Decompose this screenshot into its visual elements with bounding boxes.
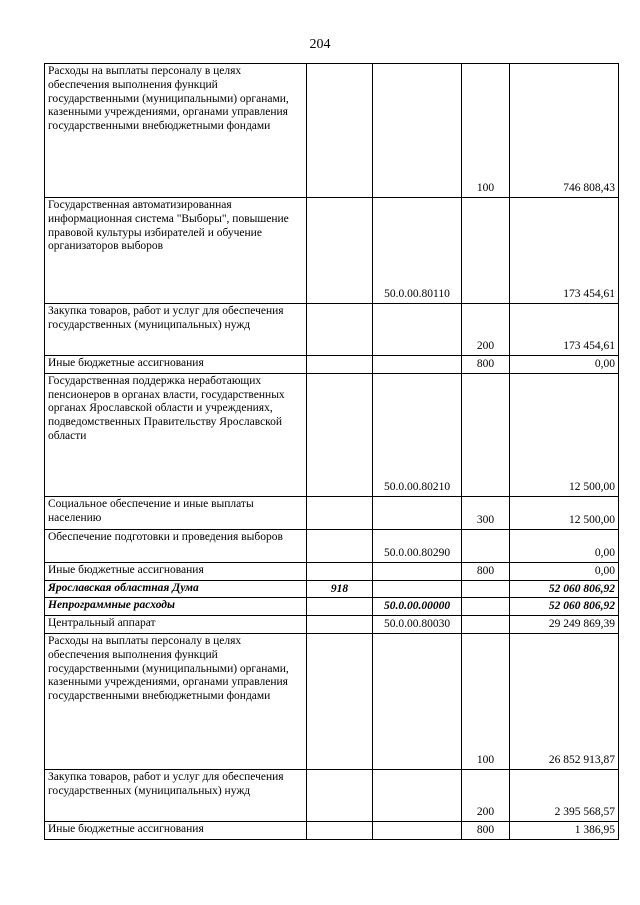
page-number: 204: [309, 37, 331, 52]
row-department-code-cell: [307, 529, 373, 562]
row-target-article-cell: [373, 496, 462, 529]
row-name-cell: Расходы на выплаты персоналу в целях обеспечения выполнения функций государственными (муниципальными) органами, казенными учреждениями, органами управления государственными внебюджетными фондами: [45, 64, 307, 198]
row-department-code-cell: [307, 356, 373, 374]
row-sum-cell: 2 395 568,57: [510, 769, 619, 821]
budget-table-body: [45, 64, 619, 840]
row-expense-type-cell: [462, 373, 510, 496]
row-sum-cell: 52 060 806,92: [510, 598, 619, 616]
table-row: [45, 356, 619, 374]
table-row: [45, 64, 619, 198]
row-target-article-cell: 50.0.00.80210: [373, 373, 462, 496]
row-expense-type-cell: 100: [462, 64, 510, 198]
row-expense-type-cell: [462, 616, 510, 634]
row-expense-type-cell: 200: [462, 769, 510, 821]
row-name-cell: Иные бюджетные ассигнования: [45, 821, 307, 839]
row-expense-type-cell: [462, 198, 510, 304]
row-name-cell: Закупка товаров, работ и услуг для обеспечения государственных (муниципальных) нужд: [45, 769, 307, 821]
row-name-cell: Социальное обеспечение и иные выплаты населению: [45, 496, 307, 529]
row-name-cell: Ярославская областная Дума: [45, 580, 307, 598]
table-row: [45, 821, 619, 839]
row-department-code-cell: [307, 769, 373, 821]
row-target-article-cell: 50.0.00.80110: [373, 198, 462, 304]
row-target-article-cell: [373, 562, 462, 580]
row-expense-type-cell: [462, 598, 510, 616]
row-expense-type-cell: 800: [462, 562, 510, 580]
row-expense-type-cell: [462, 580, 510, 598]
row-department-code-cell: [307, 198, 373, 304]
row-sum-cell: 0,00: [510, 529, 619, 562]
row-name-cell: Государственная поддержка неработающих пенсионеров в органах власти, государственных органах Ярославской области и учреждениях, подведомственных Правительству Ярославской области: [45, 373, 307, 496]
row-target-article-cell: 50.0.00.80290: [373, 529, 462, 562]
row-name-cell: Иные бюджетные ассигнования: [45, 356, 307, 374]
row-department-code-cell: [307, 633, 373, 769]
row-expense-type-cell: 300: [462, 496, 510, 529]
row-sum-cell: 12 500,00: [510, 373, 619, 496]
row-target-article-cell: [373, 633, 462, 769]
row-target-article-cell: [373, 304, 462, 356]
row-name-cell: Иные бюджетные ассигнования: [45, 562, 307, 580]
row-department-code-cell: [307, 598, 373, 616]
row-target-article-cell: [373, 821, 462, 839]
table-row: [45, 616, 619, 634]
row-name-cell: Центральный аппарат: [45, 616, 307, 634]
table-row: [45, 562, 619, 580]
row-name-cell: Расходы на выплаты персоналу в целях обеспечения выполнения функций государственными (муниципальными) органами, казенными учреждениями, органами управления государственными внебюджетными фондами: [45, 633, 307, 769]
row-sum-cell: 173 454,61: [510, 304, 619, 356]
row-department-code-cell: [307, 304, 373, 356]
table-row: [45, 580, 619, 598]
table-row: [45, 633, 619, 769]
row-sum-cell: 0,00: [510, 356, 619, 374]
row-department-code-cell: [307, 64, 373, 198]
table-row: [45, 304, 619, 356]
row-name-cell: Государственная автоматизированная информационная система "Выборы", повышение правовой культуры избирателей и обучение организаторов выборов: [45, 198, 307, 304]
row-sum-cell: 1 386,95: [510, 821, 619, 839]
row-expense-type-cell: [462, 529, 510, 562]
row-sum-cell: 29 249 869,39: [510, 616, 619, 634]
row-target-article-cell: [373, 580, 462, 598]
table-row: [45, 496, 619, 529]
row-sum-cell: 0,00: [510, 562, 619, 580]
row-target-article-cell: 50.0.00.00000: [373, 598, 462, 616]
row-name-cell: Непрограммные расходы: [45, 598, 307, 616]
table-row: [45, 769, 619, 821]
table-row: [45, 373, 619, 496]
row-department-code-cell: 918: [307, 580, 373, 598]
row-sum-cell: 173 454,61: [510, 198, 619, 304]
row-sum-cell: 12 500,00: [510, 496, 619, 529]
row-department-code-cell: [307, 373, 373, 496]
table-row: [45, 198, 619, 304]
row-name-cell: Обеспечение подготовки и проведения выборов: [45, 529, 307, 562]
row-name-cell: Закупка товаров, работ и услуг для обеспечения государственных (муниципальных) нужд: [45, 304, 307, 356]
budget-table: [44, 63, 619, 840]
row-department-code-cell: [307, 616, 373, 634]
row-department-code-cell: [307, 562, 373, 580]
row-sum-cell: 52 060 806,92: [510, 580, 619, 598]
row-expense-type-cell: 800: [462, 356, 510, 374]
row-expense-type-cell: 800: [462, 821, 510, 839]
row-target-article-cell: [373, 64, 462, 198]
row-expense-type-cell: 200: [462, 304, 510, 356]
row-target-article-cell: 50.0.00.80030: [373, 616, 462, 634]
row-department-code-cell: [307, 821, 373, 839]
row-sum-cell: 746 808,43: [510, 64, 619, 198]
table-row: [45, 598, 619, 616]
row-target-article-cell: [373, 769, 462, 821]
table-row: [45, 529, 619, 562]
row-target-article-cell: [373, 356, 462, 374]
row-sum-cell: 26 852 913,87: [510, 633, 619, 769]
row-department-code-cell: [307, 496, 373, 529]
row-expense-type-cell: 100: [462, 633, 510, 769]
